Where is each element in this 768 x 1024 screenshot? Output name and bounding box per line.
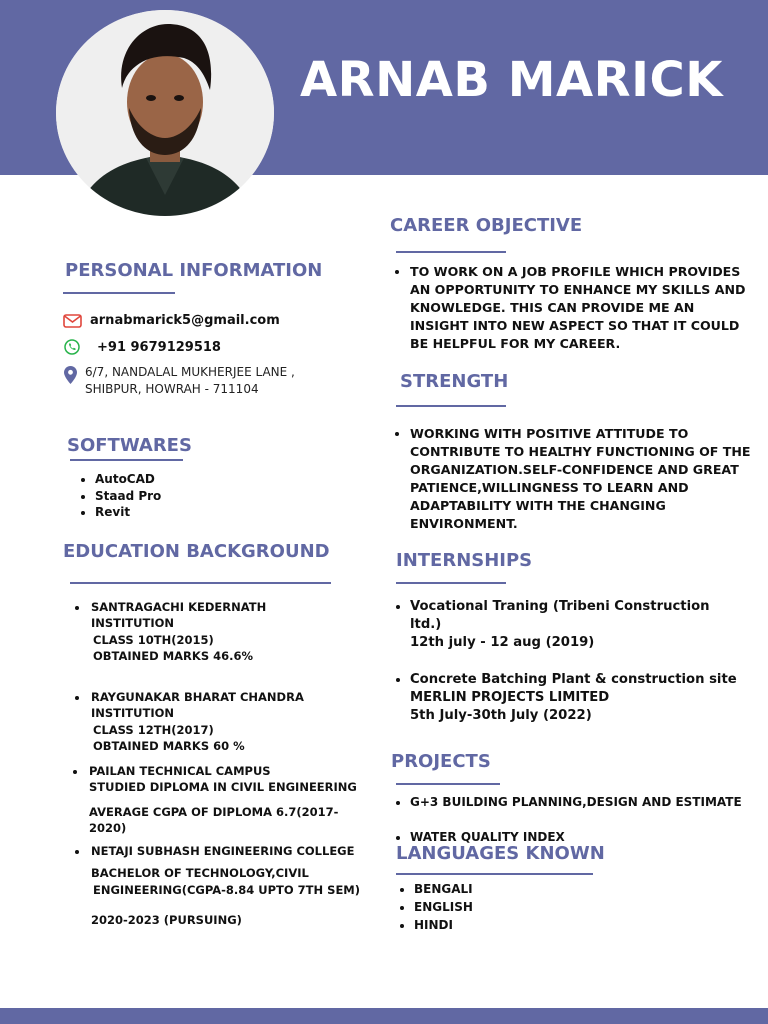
phone-icon xyxy=(64,339,80,355)
education-line: OBTAINED MARKS 60 % xyxy=(93,738,245,753)
education-line: • NETAJI SUBHASH ENGINEERING COLLEGE xyxy=(91,844,355,858)
footer-band xyxy=(0,1008,768,1024)
education-line: • RAYGUNAKAR BHARAT CHANDRA xyxy=(91,690,304,704)
internship-item-2 xyxy=(388,671,760,725)
software-item: • Staad Pro xyxy=(95,488,161,505)
education-line: AVERAGE CGPA OF DIPLOMA 6.7(2017- xyxy=(89,804,339,819)
internship-company: MERLIN PROJECTS LIMITED xyxy=(410,690,610,705)
career-objective-text: • TO WORK ON A JOB PROFILE WHICH PROVIDES AN OPPORTUNITY TO ENHANCE MY SKILLS AND KNOWLEDGE. THIS CAN PROVIDE ME AN INSIGHT INTO NEW ASPECT SO THAT IT COULD BE HELPFUL FOR MY CAREER. xyxy=(410,263,755,353)
education-title: EDUCATION BACKGROUND xyxy=(63,541,330,562)
softwares-list xyxy=(73,471,161,521)
location-pin-icon xyxy=(64,366,77,384)
career-objective-rule xyxy=(396,251,506,253)
education-line: STUDIED DIPLOMA IN CIVIL ENGINEERING xyxy=(89,780,357,795)
candidate-name: ARNAB MARICK xyxy=(300,52,723,108)
education-line: • PAILAN TECHNICAL CAMPUS xyxy=(89,764,271,778)
education-line: • SANTRAGACHI KEDERNATH xyxy=(91,600,267,614)
internship-item-1 xyxy=(388,598,740,652)
software-item: • AutoCAD xyxy=(95,471,161,488)
education-line: BACHELOR OF TECHNOLOGY,CIVIL xyxy=(91,866,309,881)
education-item-3 xyxy=(65,763,372,836)
strength-list xyxy=(388,425,768,533)
education-line: 2020) xyxy=(89,820,127,835)
software-item: • Revit xyxy=(95,504,161,521)
languages-list xyxy=(392,880,473,934)
internship-title: Concrete Batching Plant & construction site xyxy=(410,672,737,687)
address-line-1: 6/7, NANDALAL MUKHERJEE LANE , xyxy=(85,365,295,379)
education-line: INSTITUTION xyxy=(91,616,175,631)
education-item-1 xyxy=(67,599,374,664)
career-objective-list xyxy=(388,263,755,353)
internships-rule xyxy=(396,582,506,584)
strength-title: STRENGTH xyxy=(400,371,509,392)
projects-title: PROJECTS xyxy=(391,751,491,772)
strength-rule xyxy=(396,405,506,407)
softwares-rule xyxy=(70,459,183,461)
education-line: OBTAINED MARKS 46.6% xyxy=(93,648,253,663)
languages-title: LANGUAGES KNOWN xyxy=(396,843,605,864)
career-objective-title: CAREER OBJECTIVE xyxy=(390,215,583,236)
phone-text[interactable]: +91 9679129518 xyxy=(97,340,221,355)
strength-text: • WORKING WITH POSITIVE ATTITUDE TO CONTRIBUTE TO HEALTHY FUNCTIONING OF THE ORGANIZATION.SELF-CONFIDENCE AND GREAT PATIENCE,WILLINGNESS TO LEARN AND ADAPTABILITY WITH THE CHANGING ENVIRONMENT. xyxy=(410,425,768,533)
address xyxy=(85,364,295,398)
education-line: INSTITUTION xyxy=(91,706,175,721)
languages-rule xyxy=(396,873,593,875)
personal-information-title: PERSONAL INFORMATION xyxy=(65,260,323,281)
education-line: ENGINEERING(CGPA-8.84 UPTO 7TH SEM) xyxy=(93,882,360,897)
softwares-title: SOFTWARES xyxy=(67,435,192,456)
language-item: • HINDI xyxy=(414,916,473,934)
profile-photo xyxy=(56,10,274,216)
internship-dates: 5th July-30th July (2022) xyxy=(410,708,592,723)
education-item-4 xyxy=(67,843,374,928)
education-rule xyxy=(70,582,331,584)
internship-dates: 12th july - 12 aug (2019) xyxy=(410,635,595,650)
project-item: • WATER QUALITY INDEX xyxy=(410,829,768,846)
education-line: 2020-2023 (PURSUING) xyxy=(91,912,242,927)
email-text[interactable]: arnabmarick5@gmail.com xyxy=(90,313,280,328)
language-item: • ENGLISH xyxy=(414,898,473,916)
language-item: • BENGALI xyxy=(414,880,473,898)
projects-list xyxy=(388,794,768,845)
mail-icon xyxy=(63,314,82,328)
internship-title: Vocational Traning (Tribeni Construction ltd.) xyxy=(410,599,710,632)
projects-rule xyxy=(396,783,500,785)
education-line: CLASS 12TH(2017) xyxy=(93,722,214,737)
personal-information-rule xyxy=(63,292,175,294)
education-line: CLASS 10TH(2015) xyxy=(93,632,214,647)
internships-title: INTERNSHIPS xyxy=(396,550,533,571)
project-item: • G+3 BUILDING PLANNING,DESIGN AND ESTIMATE xyxy=(410,794,768,811)
address-line-2: SHIBPUR, HOWRAH - 711104 xyxy=(85,382,259,396)
education-item-2 xyxy=(67,689,374,754)
